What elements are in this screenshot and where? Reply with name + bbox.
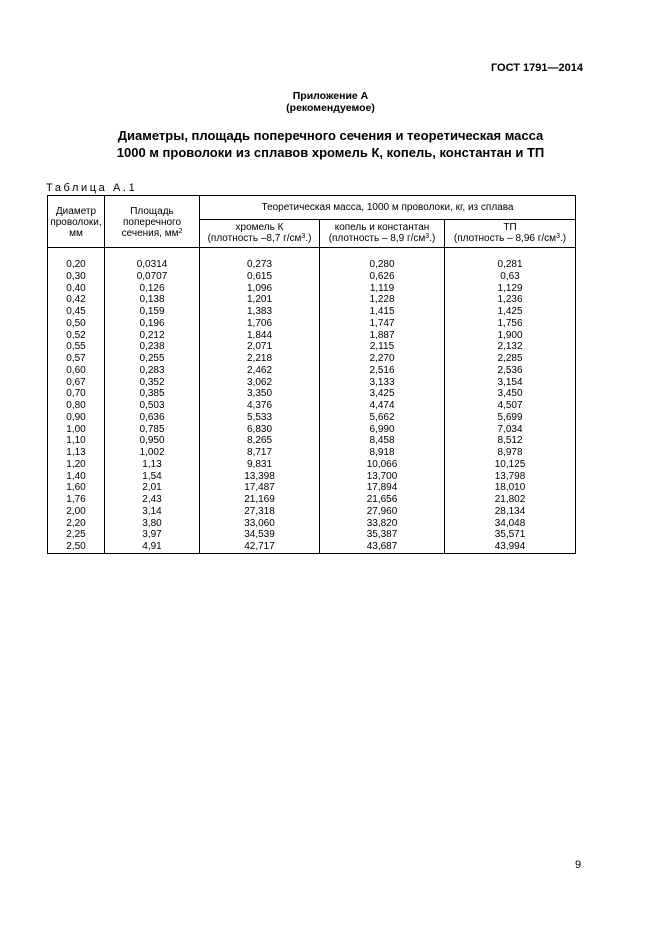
cell-diameter: 1,76 [48, 494, 105, 506]
cell-mass-chromel: 8,265 [200, 435, 320, 447]
cell-area: 1,54 [105, 471, 200, 483]
alloy-tp-density-sup: 3 [556, 233, 560, 240]
alloy-copel-name: копель и константан [334, 222, 430, 233]
cell-diameter: 1,40 [48, 471, 105, 483]
cell-diameter: 0,70 [48, 388, 105, 400]
cell-area: 3,80 [105, 518, 200, 530]
cell-mass-tp: 10,125 [445, 459, 576, 471]
alloy-tp-name: ТП [503, 222, 517, 233]
header-mass-group: Теоретическая масса, 1000 м проволоки, кг, из сплава [200, 196, 576, 220]
cell-diameter: 0,50 [48, 318, 105, 330]
table-row [48, 482, 576, 494]
cell-diameter: 2,50 [48, 541, 105, 553]
table-row [48, 388, 576, 400]
cell-diameter: 0,55 [48, 341, 105, 353]
cell-diameter: 0,57 [48, 353, 105, 365]
spacer-cell [105, 248, 200, 260]
cell-mass-copel: 33,820 [320, 518, 445, 530]
cell-mass-chromel: 27,318 [200, 506, 320, 518]
cell-area: 0,636 [105, 412, 200, 424]
cell-area: 0,503 [105, 400, 200, 412]
cell-mass-chromel: 1,201 [200, 294, 320, 306]
cell-mass-chromel: 5,533 [200, 412, 320, 424]
header-diameter-line1: Диаметр [55, 206, 97, 217]
cell-mass-tp: 35,571 [445, 529, 576, 541]
cell-diameter: 0,20 [48, 259, 105, 271]
standard-number: ГОСТ 1791—2014 [490, 62, 583, 74]
document-title [0, 127, 661, 161]
cell-mass-chromel: 1,383 [200, 306, 320, 318]
table-row [48, 506, 576, 518]
cell-mass-chromel: 4,376 [200, 400, 320, 412]
cell-mass-copel: 2,115 [320, 341, 445, 353]
cell-mass-tp: 2,536 [445, 365, 576, 377]
cell-diameter: 1,00 [48, 424, 105, 436]
cell-diameter: 0,80 [48, 400, 105, 412]
alloy-copel-density-text: (плотность – 8,9 г/см [328, 233, 426, 244]
cell-mass-chromel: 0,615 [200, 271, 320, 283]
appendix-status: (рекомендуемое) [286, 102, 375, 114]
cell-mass-copel: 43,687 [320, 541, 445, 553]
alloy-copel-density-end: .) [429, 233, 436, 244]
cell-mass-tp: 18,010 [445, 482, 576, 494]
cell-mass-chromel: 21,169 [200, 494, 320, 506]
table-row [48, 494, 576, 506]
header-diameter-line3: мм [69, 228, 83, 239]
appendix-heading [0, 90, 661, 114]
cell-mass-tp: 2,132 [445, 341, 576, 353]
cell-diameter: 0,42 [48, 294, 105, 306]
header-area-line1: Площадь [130, 206, 174, 217]
header-area [105, 196, 200, 248]
cell-diameter: 0,40 [48, 283, 105, 295]
alloy-chromel-density-text: (плотность –8,7 г/см [207, 233, 302, 244]
table-row [48, 447, 576, 459]
alloy-chromel-density [200, 233, 319, 244]
cell-area: 0,159 [105, 306, 200, 318]
cell-mass-tp: 0,63 [445, 271, 576, 283]
header-diameter-line2: проволоки, [50, 217, 102, 228]
header-area-sup: 2 [178, 228, 183, 235]
table-row [48, 459, 576, 471]
table-row [48, 353, 576, 365]
cell-mass-chromel: 13,398 [200, 471, 320, 483]
cell-mass-copel: 10,066 [320, 459, 445, 471]
cell-mass-chromel: 8,717 [200, 447, 320, 459]
table-row [48, 330, 576, 342]
cell-mass-tp: 1,236 [445, 294, 576, 306]
table-row [48, 518, 576, 530]
cell-area: 2,43 [105, 494, 200, 506]
cell-mass-tp: 21,802 [445, 494, 576, 506]
table-row [48, 341, 576, 353]
cell-diameter: 2,25 [48, 529, 105, 541]
table-row [48, 529, 576, 541]
appendix-label: Приложение А [292, 90, 369, 102]
cell-mass-tp: 28,134 [445, 506, 576, 518]
cell-mass-tp: 4,507 [445, 400, 576, 412]
alloy-chromel-name: хромель К [235, 222, 284, 233]
cell-mass-copel: 2,516 [320, 365, 445, 377]
page-number: 9 [575, 859, 582, 871]
cell-mass-copel: 1,415 [320, 306, 445, 318]
cell-area: 0,950 [105, 435, 200, 447]
cell-area: 0,785 [105, 424, 200, 436]
cell-diameter: 1,13 [48, 447, 105, 459]
cell-mass-chromel: 3,062 [200, 377, 320, 389]
cell-diameter: 1,20 [48, 459, 105, 471]
table-row [48, 541, 576, 553]
alloy-tp-density-text: (плотность – 8,96 г/см [453, 233, 557, 244]
cell-mass-chromel: 1,844 [200, 330, 320, 342]
spacer-cell [445, 248, 576, 260]
cell-mass-tp: 3,154 [445, 377, 576, 389]
table-row [48, 306, 576, 318]
cell-mass-copel: 2,270 [320, 353, 445, 365]
header-area-unit: сечения, мм [121, 228, 179, 239]
cell-area: 0,212 [105, 330, 200, 342]
cell-area: 0,352 [105, 377, 200, 389]
cell-mass-chromel: 2,071 [200, 341, 320, 353]
header-area-line2: поперечного [122, 217, 182, 228]
table-row [48, 259, 576, 271]
cell-mass-chromel: 2,462 [200, 365, 320, 377]
cell-area: 0,0314 [105, 259, 200, 271]
table-row [48, 471, 576, 483]
cell-diameter: 2,00 [48, 506, 105, 518]
cell-mass-tp: 13,798 [445, 471, 576, 483]
cell-mass-copel: 8,918 [320, 447, 445, 459]
cell-mass-copel: 27,960 [320, 506, 445, 518]
cell-mass-chromel: 3,350 [200, 388, 320, 400]
cell-mass-copel: 17,894 [320, 482, 445, 494]
cell-diameter: 0,67 [48, 377, 105, 389]
cell-diameter: 0,52 [48, 330, 105, 342]
cell-mass-chromel: 9,831 [200, 459, 320, 471]
cell-mass-copel: 3,133 [320, 377, 445, 389]
header-alloy-copel [320, 220, 445, 248]
cell-mass-tp: 1,756 [445, 318, 576, 330]
cell-mass-copel: 1,119 [320, 283, 445, 295]
cell-mass-copel: 35,387 [320, 529, 445, 541]
cell-mass-copel: 1,747 [320, 318, 445, 330]
alloy-copel-density [320, 233, 444, 244]
cell-area: 0,126 [105, 283, 200, 295]
cell-area: 1,13 [105, 459, 200, 471]
cell-diameter: 0,45 [48, 306, 105, 318]
cell-mass-tp: 5,699 [445, 412, 576, 424]
cell-area: 0,0707 [105, 271, 200, 283]
cell-area: 0,238 [105, 341, 200, 353]
cell-mass-copel: 0,280 [320, 259, 445, 271]
cell-diameter: 0,30 [48, 271, 105, 283]
alloy-tp-density [445, 233, 575, 244]
cell-area: 4,91 [105, 541, 200, 553]
cell-mass-chromel: 17,487 [200, 482, 320, 494]
cell-mass-chromel: 6,830 [200, 424, 320, 436]
cell-area: 1,002 [105, 447, 200, 459]
cell-area: 0,385 [105, 388, 200, 400]
spacer-cell [200, 248, 320, 260]
cell-area: 0,138 [105, 294, 200, 306]
cell-diameter: 0,90 [48, 412, 105, 424]
alloy-tp-density-end: .) [559, 233, 567, 244]
cell-mass-copel: 1,887 [320, 330, 445, 342]
spacer-cell [320, 248, 445, 260]
cell-mass-chromel: 34,539 [200, 529, 320, 541]
cell-mass-tp: 3,450 [445, 388, 576, 400]
table-spacer-row [48, 248, 576, 260]
table-row [48, 435, 576, 447]
cell-mass-chromel: 42,717 [200, 541, 320, 553]
cell-mass-tp: 43,994 [445, 541, 576, 553]
cell-mass-chromel: 33,060 [200, 518, 320, 530]
header-area-line3 [105, 228, 199, 239]
table-row [48, 400, 576, 412]
cell-area: 0,255 [105, 353, 200, 365]
cell-mass-copel: 1,228 [320, 294, 445, 306]
cell-diameter: 1,10 [48, 435, 105, 447]
cell-mass-tp: 7,034 [445, 424, 576, 436]
cell-area: 2,01 [105, 482, 200, 494]
spacer-cell [48, 248, 105, 260]
cell-mass-copel: 13,700 [320, 471, 445, 483]
cell-diameter: 2,20 [48, 518, 105, 530]
table-header-row-1 [48, 196, 576, 220]
cell-mass-chromel: 2,218 [200, 353, 320, 365]
wire-mass-table [47, 195, 576, 554]
cell-mass-tp: 2,285 [445, 353, 576, 365]
table-caption: Таблица А.1 [46, 182, 138, 194]
cell-mass-copel: 0,626 [320, 271, 445, 283]
table-row [48, 271, 576, 283]
cell-mass-copel: 8,458 [320, 435, 445, 447]
table-row [48, 294, 576, 306]
cell-mass-copel: 6,990 [320, 424, 445, 436]
cell-mass-tp: 8,512 [445, 435, 576, 447]
cell-mass-copel: 5,662 [320, 412, 445, 424]
cell-mass-chromel: 1,706 [200, 318, 320, 330]
cell-area: 0,283 [105, 365, 200, 377]
cell-mass-tp: 1,129 [445, 283, 576, 295]
alloy-chromel-density-sup: 3 [301, 233, 306, 240]
title-line-1: Диаметры, площадь поперечного сечения и теоретическая масса [117, 128, 544, 143]
alloy-chromel-density-end: .) [305, 233, 312, 244]
table-row [48, 377, 576, 389]
cell-area: 3,97 [105, 529, 200, 541]
alloy-copel-density-sup: 3 [425, 233, 430, 240]
cell-diameter: 0,60 [48, 365, 105, 377]
title-line-2: 1000 м проволоки из сплавов хромель К, копель, константан и ТП [116, 145, 545, 160]
table-row [48, 365, 576, 377]
cell-mass-copel: 3,425 [320, 388, 445, 400]
cell-mass-tp: 1,425 [445, 306, 576, 318]
table-row [48, 424, 576, 436]
table-row [48, 412, 576, 424]
cell-mass-tp: 34,048 [445, 518, 576, 530]
cell-mass-tp: 8,978 [445, 447, 576, 459]
header-diameter [48, 196, 105, 248]
table-row [48, 318, 576, 330]
cell-mass-copel: 4,474 [320, 400, 445, 412]
cell-mass-chromel: 1,096 [200, 283, 320, 295]
cell-diameter: 1,60 [48, 482, 105, 494]
header-alloy-tp [445, 220, 576, 248]
cell-mass-chromel: 0,273 [200, 259, 320, 271]
cell-area: 0,196 [105, 318, 200, 330]
cell-area: 3,14 [105, 506, 200, 518]
cell-mass-copel: 21,656 [320, 494, 445, 506]
table-row [48, 283, 576, 295]
cell-mass-tp: 1,900 [445, 330, 576, 342]
cell-mass-tp: 0,281 [445, 259, 576, 271]
header-alloy-chromel [200, 220, 320, 248]
